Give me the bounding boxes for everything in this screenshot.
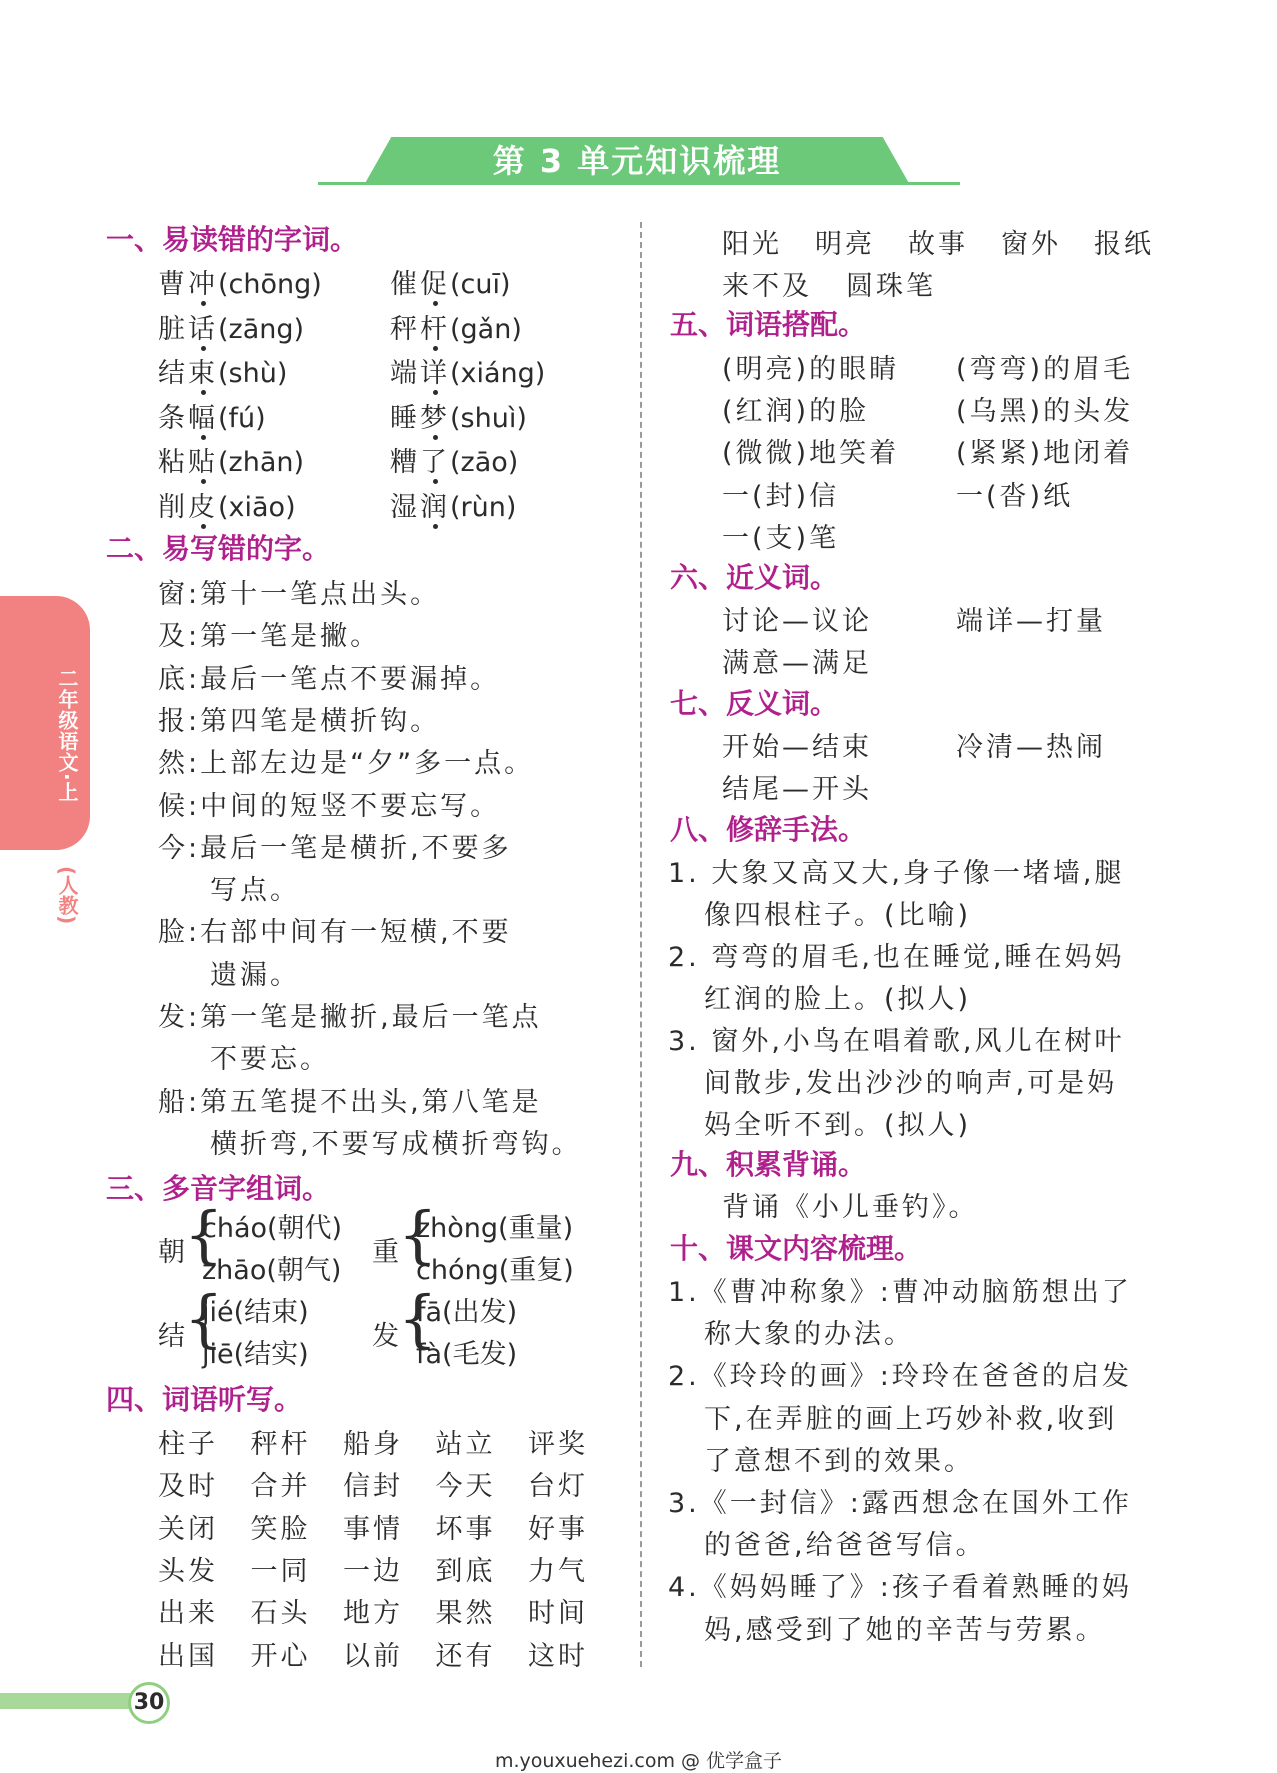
rule-line: 今:最后一笔是横折,不要多 <box>158 832 512 864</box>
word-pair-left: 满意—满足 <box>722 648 872 679</box>
dictation-word: 时间 <box>528 1598 588 1630</box>
collocation-right: 一(沓)纸 <box>956 480 1074 512</box>
heading-s1: 一、易读错的字词。 <box>106 223 359 256</box>
dictation-word: 到底 <box>435 1555 496 1587</box>
s1-item-right: 秤杆(gǎn) <box>390 313 522 345</box>
dictation-word: 坏事 <box>435 1513 496 1545</box>
collocation-right: (乌黑)的头发 <box>956 396 1134 428</box>
polyphone-reading-a: zhòng(重量) <box>416 1213 574 1244</box>
dictation-word: 今天 <box>435 1471 496 1503</box>
rhetoric-line: 3. 窗外,小鸟在唱着歌,风儿在树叶 <box>668 1026 1125 1057</box>
polyphone-char: 结 <box>158 1321 188 1352</box>
polyphone-reading-b: fà(毛发) <box>416 1339 518 1370</box>
dictation-word: 果然 <box>435 1598 496 1630</box>
heading-s4: 四、词语听写。 <box>106 1383 303 1416</box>
rule-line: 底:最后一笔点不要漏掉。 <box>158 663 501 695</box>
dictation-word: 站立 <box>435 1429 496 1460</box>
column-divider <box>640 222 642 1667</box>
summary-line: 的爸爸,给爸爸写信。 <box>704 1530 986 1562</box>
collocation-right: (弯弯)的眉毛 <box>956 354 1134 385</box>
rule-line: 窗:第十一笔点出头。 <box>158 579 441 610</box>
dictation-word: 地方 <box>343 1598 403 1630</box>
rule-line: 发:第一笔是撇折,最后一笔点 <box>158 1002 542 1033</box>
rhetoric-line: 2. 弯弯的眉毛,也在睡觉,睡在妈妈 <box>668 942 1125 973</box>
rhetoric-line: 像四根柱子。(比喻) <box>704 900 972 931</box>
word-pair-left: 开始—结束 <box>722 732 872 763</box>
dictation-word: 头发 <box>158 1555 218 1587</box>
rhetoric-line: 间散步,发出沙沙的响声,可是妈 <box>704 1068 1118 1099</box>
dictation-word: 来不及 <box>722 271 812 302</box>
polyphone-reading-b: zhāo(朝气) <box>202 1255 342 1286</box>
summary-line: 3.《一封信》:露西想念在国外工作 <box>668 1488 1132 1519</box>
dictation-word: 石头 <box>250 1598 311 1630</box>
word-pair-right: 冷清—热闹 <box>956 732 1106 763</box>
dictation-word: 窗外 <box>1001 229 1061 260</box>
summary-line: 4.《妈妈睡了》:孩子看着熟睡的妈 <box>668 1572 1132 1604</box>
heading-s9: 九、积累背诵。 <box>670 1148 867 1181</box>
rule-line: 候:中间的短竖不要忘写。 <box>158 790 501 822</box>
dictation-word: 还有 <box>435 1640 496 1672</box>
polyphone-reading-a: cháo(朝代) <box>202 1213 343 1244</box>
dictation-word: 关闭 <box>158 1513 218 1545</box>
heading-s6: 六、近义词。 <box>670 561 839 594</box>
heading-s7: 七、反义词。 <box>670 687 839 720</box>
polyphone-char: 重 <box>372 1237 402 1268</box>
rhetoric-line: 1. 大象又高又大,身子像一堵墙,腿 <box>668 858 1125 889</box>
dictation-word: 台灯 <box>528 1471 588 1503</box>
polyphone-reading-b: chóng(重复) <box>416 1255 574 1286</box>
polyphone-reading-b: jiē(结实) <box>202 1339 309 1370</box>
s1-item-right: 催促(cuī) <box>390 269 511 300</box>
collocation-left: 一(封)信 <box>722 480 840 512</box>
rhetoric-line: 红润的脸上。(拟人) <box>704 984 972 1015</box>
summary-line: 妈,感受到了她的辛苦与劳累。 <box>704 1614 1106 1646</box>
summary-line: 2.《玲玲的画》:玲玲在爸爸的启发 <box>668 1361 1132 1393</box>
rule-line: 写点。 <box>210 875 300 907</box>
dictation-word: 出来 <box>158 1598 218 1630</box>
rule-line: 脸:右部中间有一短横,不要 <box>158 917 512 949</box>
dictation-word: 秤杆 <box>250 1429 311 1460</box>
side-tab-grade: 二年级语文·上 <box>55 668 79 803</box>
dictation-word: 合并 <box>250 1471 311 1503</box>
collocation-left: (明亮)的眼睛 <box>722 354 900 385</box>
polyphone-char: 发 <box>372 1321 402 1352</box>
brace: { <box>184 1198 224 1271</box>
s1-item-right: 睡梦(shuì) <box>390 402 527 434</box>
s9-line: 背诵《小儿垂钓》。 <box>722 1192 979 1223</box>
rule-line: 船:第五笔提不出头,第八笔是 <box>158 1086 542 1118</box>
page-bar <box>0 1693 134 1709</box>
s1-item-left: 曹冲(chōng) <box>158 269 322 300</box>
rule-line: 及:第一笔是撇。 <box>158 621 381 653</box>
summary-line: 下,在弄脏的画上巧妙补救,收到 <box>704 1403 1118 1435</box>
s1-item-right: 糟了(zāo) <box>390 447 519 478</box>
heading-s8: 八、修辞手法。 <box>670 813 867 846</box>
brace: { <box>398 1198 438 1271</box>
page-number: 30 <box>128 1682 170 1724</box>
heading-s5: 五、词语搭配。 <box>670 308 867 341</box>
dictation-word: 报纸 <box>1094 229 1154 260</box>
polyphone-reading-a: jié(结束) <box>202 1297 309 1328</box>
s1-item-left: 脏话(zāng) <box>158 313 305 345</box>
dictation-word: 一边 <box>343 1555 403 1587</box>
rule-line: 横折弯,不要写成横折弯钩。 <box>210 1128 582 1160</box>
polyphone-reading-a: fā(出发) <box>416 1297 518 1328</box>
collocation-left: (红润)的脸 <box>722 396 870 428</box>
rule-line: 不要忘。 <box>210 1044 330 1076</box>
dictation-word: 阳光 <box>722 229 782 260</box>
s1-item-left: 粘贴(zhān) <box>158 447 305 478</box>
heading-s3: 三、多音字组词。 <box>106 1172 331 1205</box>
side-tab-edition: (人教) <box>55 866 79 925</box>
s1-item-left: 削皮(xiāo) <box>158 491 296 523</box>
summary-line: 了意想不到的效果。 <box>704 1445 974 1477</box>
dictation-word: 事情 <box>343 1513 403 1545</box>
dictation-word: 一同 <box>250 1555 311 1587</box>
dictation-word: 及时 <box>158 1471 218 1503</box>
footer-watermark: m.youxuehezi.com @ 优学盒子 <box>494 1750 783 1772</box>
word-pair-right: 端详—打量 <box>956 606 1106 637</box>
rule-line: 遗漏。 <box>210 959 300 991</box>
brace: { <box>398 1282 438 1355</box>
summary-line: 1.《曹冲称象》:曹冲动脑筋想出了 <box>668 1277 1132 1308</box>
dictation-word: 出国 <box>158 1640 218 1672</box>
rule-line: 报:第四笔是横折钩。 <box>158 705 441 737</box>
rhetoric-line: 妈全听不到。(拟人) <box>704 1110 972 1141</box>
dictation-word: 以前 <box>343 1640 403 1672</box>
page-title: 第 3 单元知识梳理 <box>492 142 782 180</box>
dictation-word: 故事 <box>908 229 968 260</box>
collocation-right: (紧紧)地闭着 <box>956 438 1134 470</box>
brace: { <box>184 1282 224 1355</box>
word-pair-left: 讨论—议论 <box>722 606 872 637</box>
dictation-word: 笑脸 <box>250 1513 311 1545</box>
dictation-word: 好事 <box>528 1513 588 1545</box>
rule-line: 然:上部左边是“夕”多一点。 <box>158 748 535 780</box>
collocation-left: 一(支)笔 <box>722 522 840 554</box>
s1-item-left: 条幅(fú) <box>158 402 266 434</box>
dictation-word: 信封 <box>343 1471 403 1503</box>
heading-s2: 二、易写错的字。 <box>106 532 331 565</box>
dictation-word: 开心 <box>250 1640 311 1672</box>
polyphone-char: 朝 <box>158 1237 188 1268</box>
s1-item-left: 结束(shù) <box>158 358 288 389</box>
collocation-left: (微微)地笑着 <box>722 438 900 470</box>
dictation-word: 船身 <box>343 1429 403 1460</box>
s1-item-right: 端详(xiáng) <box>390 358 546 389</box>
word-pair-left: 结尾—开头 <box>722 774 872 805</box>
dictation-word: 明亮 <box>815 229 875 260</box>
dictation-word: 圆珠笔 <box>846 271 936 302</box>
dictation-word: 柱子 <box>158 1429 218 1460</box>
s1-item-right: 湿润(rùn) <box>390 491 517 523</box>
summary-line: 称大象的办法。 <box>704 1319 914 1351</box>
heading-s10: 十、课文内容梳理。 <box>670 1232 923 1265</box>
dictation-word: 力气 <box>528 1555 588 1587</box>
dictation-word: 这时 <box>528 1640 588 1672</box>
dictation-word: 评奖 <box>528 1429 588 1460</box>
